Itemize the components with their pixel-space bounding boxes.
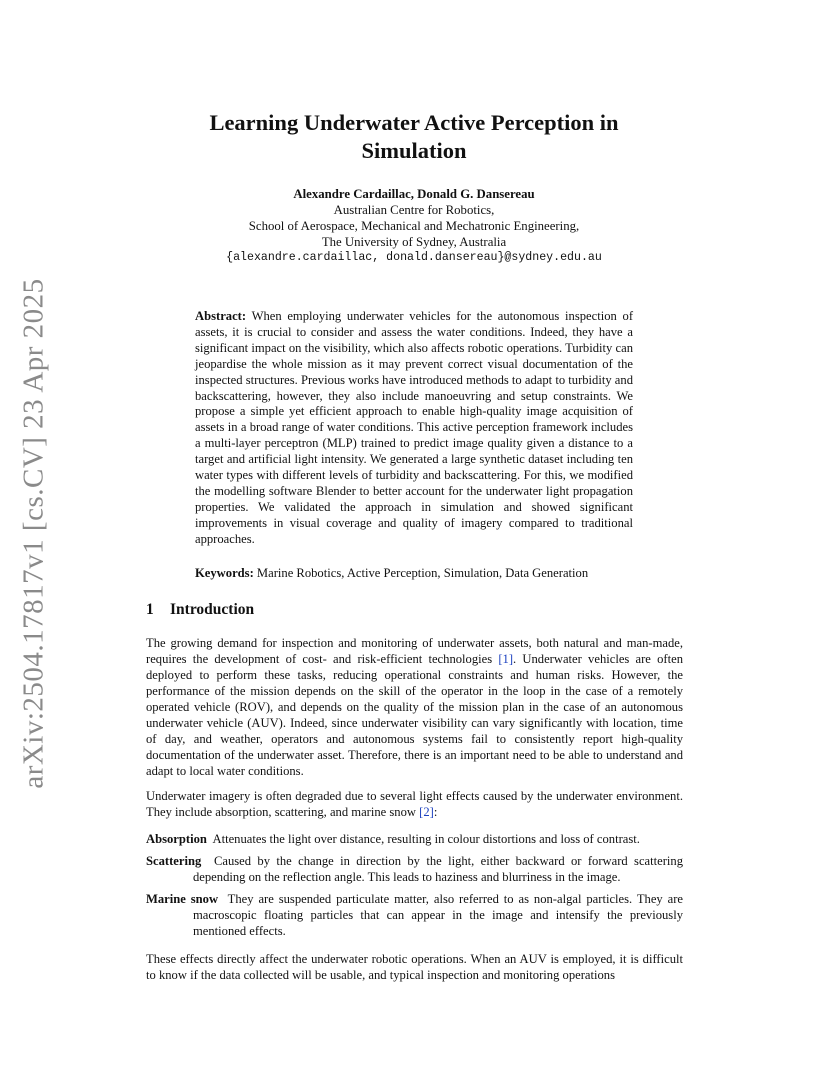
author-emails: {alexandre.cardaillac, donald.dansereau}@sydney.edu.au xyxy=(226,251,602,264)
title-line-1: Learning Underwater Active Perception in xyxy=(209,110,619,135)
intro-paragraph-2 xyxy=(146,788,683,820)
author-block xyxy=(150,186,678,266)
definition-absorption xyxy=(146,831,683,847)
affiliation-line-3: The University of Sydney, Australia xyxy=(321,235,507,249)
intro-paragraph-1 xyxy=(146,635,683,779)
keywords xyxy=(195,566,633,582)
title-line-2: Simulation xyxy=(361,138,467,163)
abstract xyxy=(195,309,633,548)
definition-marine-snow xyxy=(146,891,683,939)
arxiv-sidebar-stamp xyxy=(2,277,66,789)
definition-text: Attenuates the light over distance, resulting in colour distortions and loss of contrast. xyxy=(212,832,640,846)
author-names: Alexandre Cardaillac, Donald G. Dansereau xyxy=(293,187,535,201)
arxiv-identifier: arXiv:2504.17817v1 [cs.CV] 23 Apr 2025 xyxy=(17,277,50,789)
paragraph-text: The growing demand for inspection and monitoring of underwater assets, both natural and man-made, requires the development of cost- and risk-efficient technologies xyxy=(146,636,683,666)
definition-text: Caused by the change in direction by the light, either backward or forward scattering depending on the reflection angle. This leads to haziness and blurriness in the image. xyxy=(193,854,684,884)
paragraph-text: . Underwater vehicles are often deployed to perform these tasks, reducing operational constraints and human risks. However, the performance of the mission depends on the skill of the operator in the loop in the case of a remotely operated vehicle (ROV), and depends on the quality of the mission plan in the case of an autonomous underwater vehicle (AUV). Indeed, since underwater visibility can vary significantly with location, time of day, and weather, operators and autonomous systems fail to consistently report high-quality documentation of the underwater asset. Therefore, there is an important need to be able to understand and adapt to local water conditions. xyxy=(146,652,683,778)
intro-paragraph-3: These effects directly affect the underwater robotic operations. When an AUV is employed, it is difficult to know if the data collected will be usable, and typical inspection and monitoring operations xyxy=(146,952,683,982)
affiliation-line-2: School of Aerospace, Mechanical and Mechatronic Engineering, xyxy=(248,219,580,233)
definition-text: They are suspended particulate matter, also referred to as non-algal particles. They are macroscopic floating particles that can appear in the image and intensify the previously mentioned effects. xyxy=(193,892,683,938)
citation-link[interactable]: [2] xyxy=(419,805,434,819)
paragraph-text: Underwater imagery is often degraded due to several light effects caused by the underwater environment. They include absorption, scattering, and marine snow xyxy=(146,789,683,819)
definition-scattering xyxy=(146,853,683,885)
citation-link[interactable]: [1] xyxy=(498,652,514,666)
keywords-label: Keywords: xyxy=(195,566,254,580)
section-number: 1 xyxy=(146,601,154,618)
paper-title xyxy=(150,109,678,165)
definition-term: Absorption xyxy=(146,832,207,846)
definition-term: Marine snow xyxy=(146,892,219,906)
abstract-label: Abstract: xyxy=(195,309,247,323)
abstract-text: When employing underwater vehicles for the autonomous inspection of assets, it is crucial to consider and assess the water conditions. Indeed, they have a significant impact on the visibility, which also affects robotic operations. Turbidity can jeopardise the whole mission as it may prevent correct visual documentation of the inspected structures. Previous works have introduced methods to adapt to turbidity and backscattering, however, they also include manoeuvring and setup constraints. We propose a simple yet efficient approach to enable high-quality image acquisition of assets in a broad range of water conditions. This active perception framework includes a multi-layer perceptron (MLP) trained to predict image quality given a distance to a target and artificial light intensity. We generated a large synthetic dataset including ten water types with different levels of turbidity and backscattering. For this, we modified the modelling software Blender to better account for the underwater light propagation properties. We validated the approach in simulation and showed significant improvements in visual coverage and quality of imagery compared to traditional approaches. xyxy=(195,309,634,546)
keywords-text: Marine Robotics, Active Perception, Simulation, Data Generation xyxy=(256,566,589,580)
section-heading-introduction xyxy=(146,600,254,620)
section-title: Introduction xyxy=(170,601,255,618)
definition-term: Scattering xyxy=(146,854,202,868)
paragraph-text: : xyxy=(433,805,438,819)
definition-list xyxy=(146,831,683,945)
affiliation-line-1: Australian Centre for Robotics, xyxy=(333,203,495,217)
